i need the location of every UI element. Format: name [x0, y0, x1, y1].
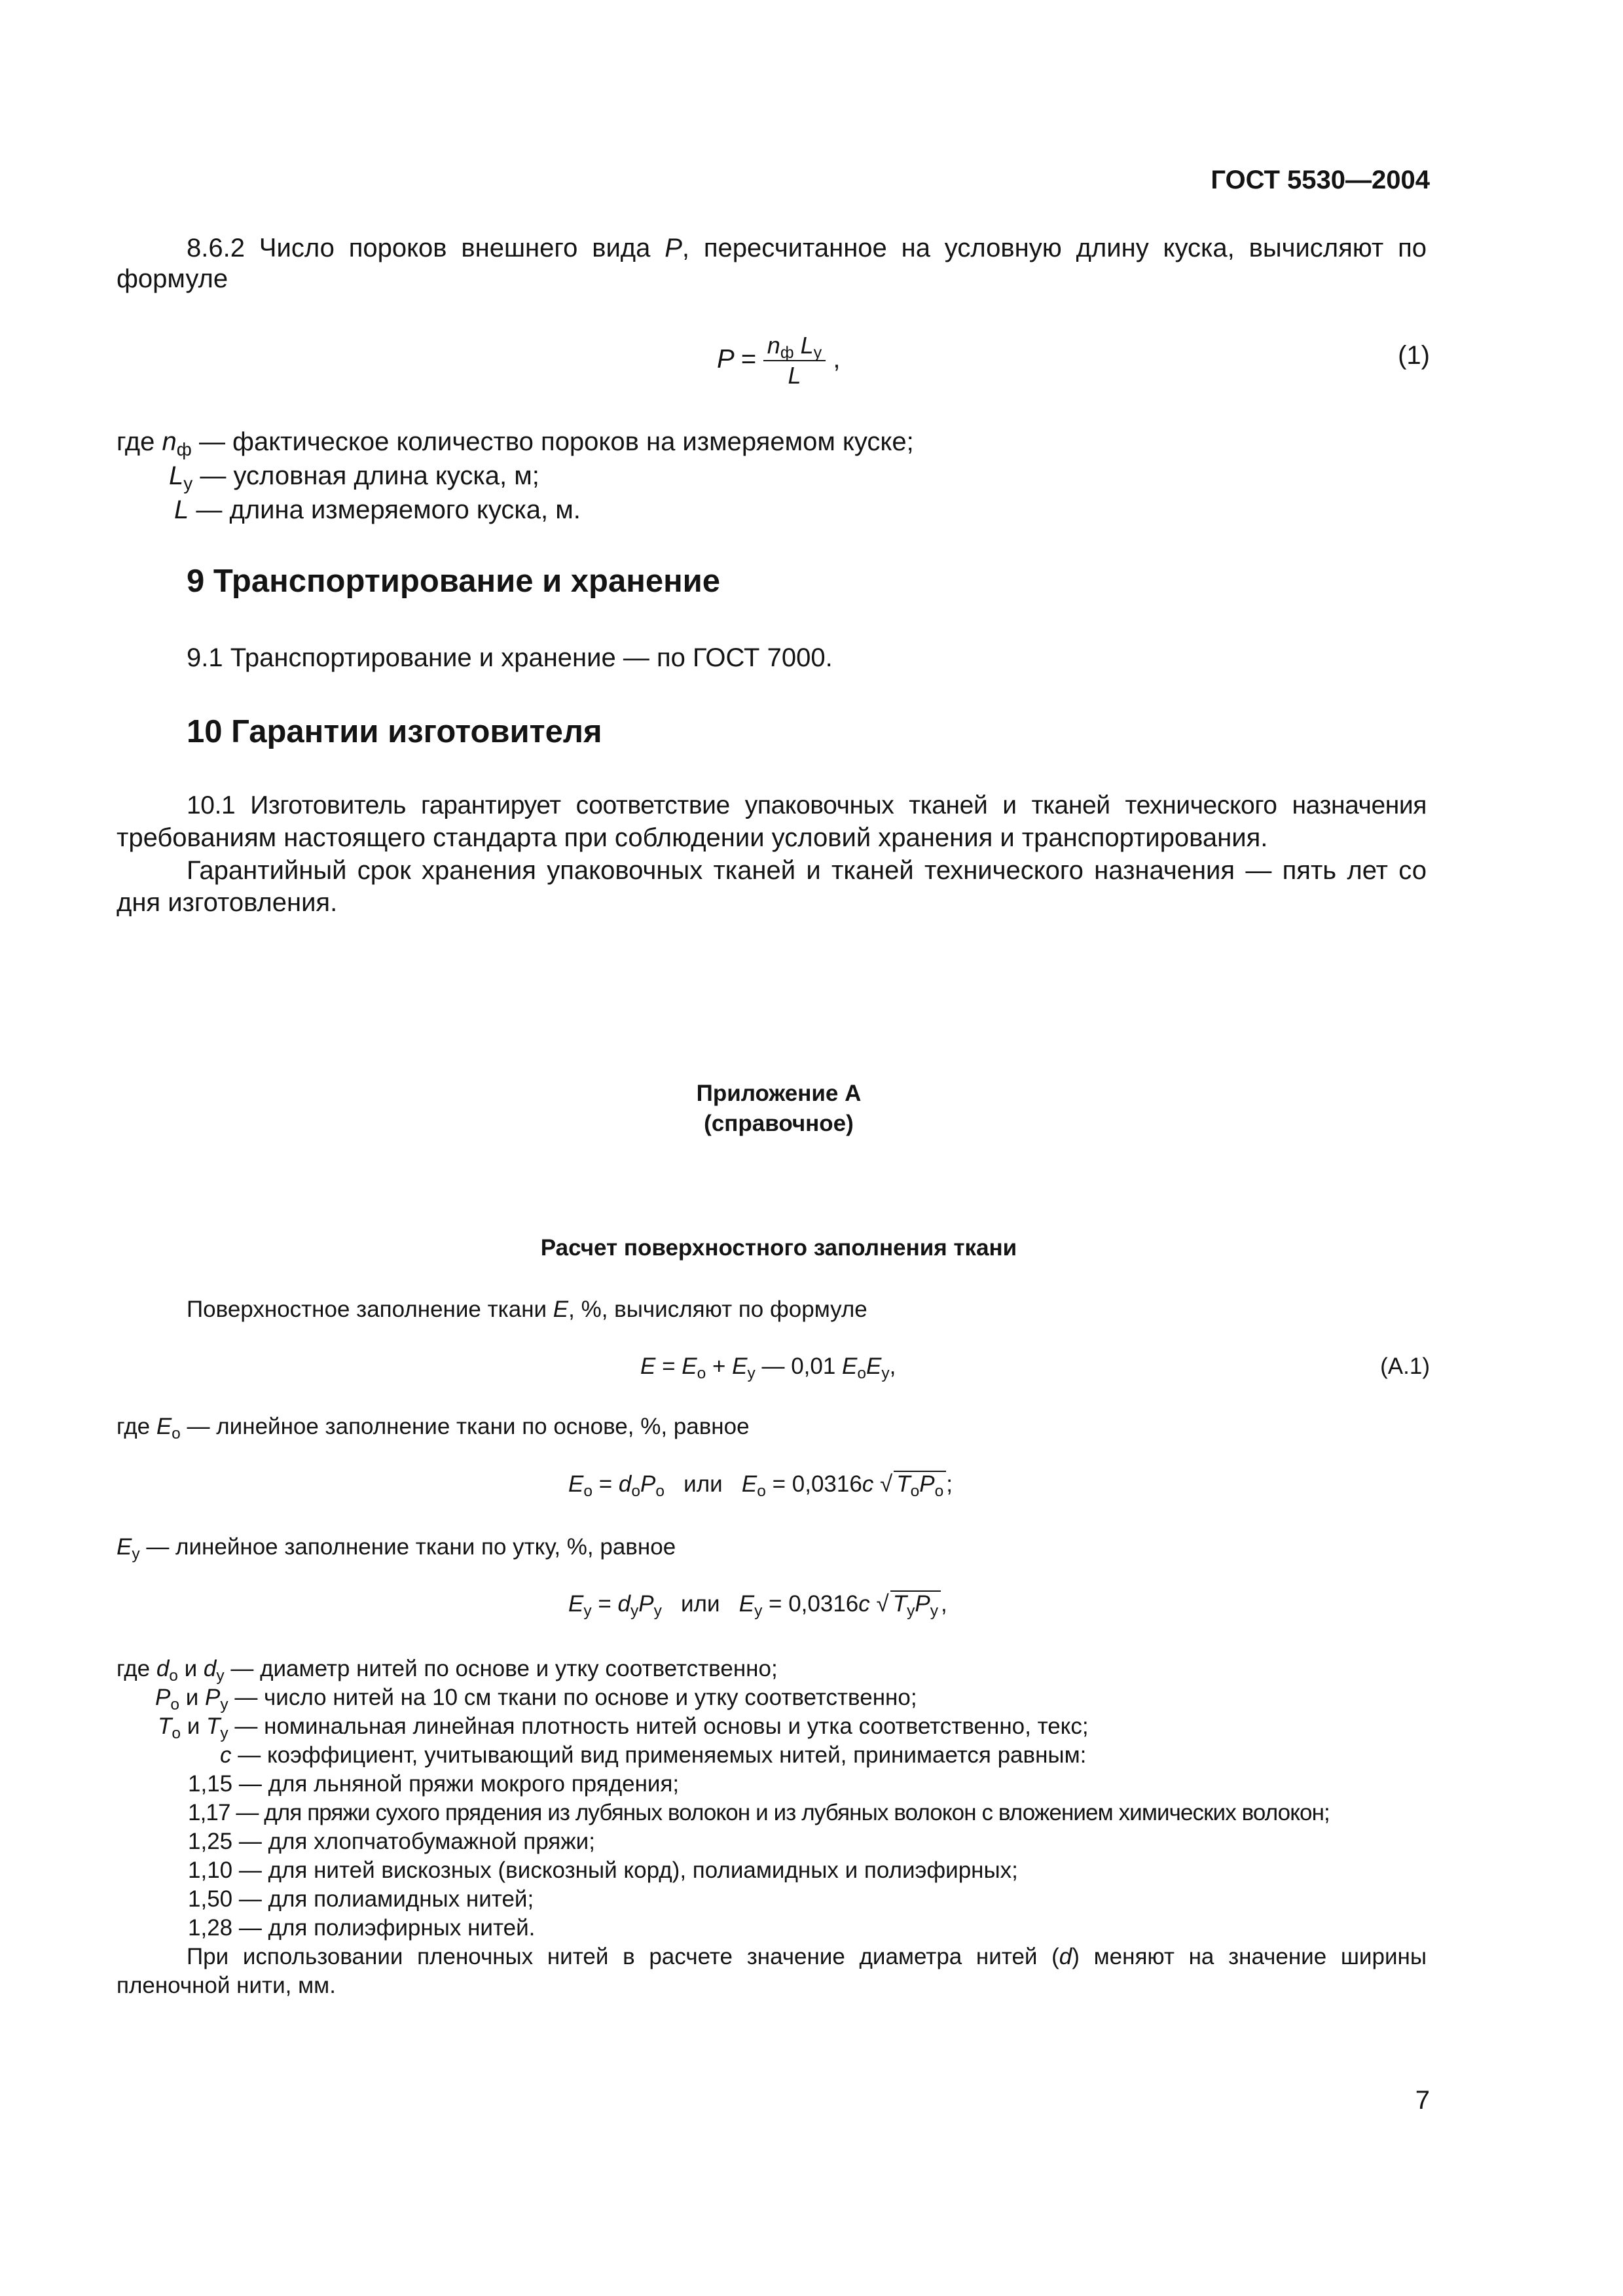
- def-d: где $d_о$ и $d_у$ — диаметр нитей по основе и утку соответственно;: [117, 1656, 778, 1685]
- def-c: c — коэффициент, учитывающий вид применяемых нитей, принимается равным:: [220, 1742, 1087, 1768]
- formula-1-fraction: $\frac{n_ф L_у}{L}$: [763, 331, 826, 390]
- where-Ly: $L_у$ — условная длина куска, м;: [169, 461, 539, 493]
- formula-Ey: $E_у = d_уP_у$ или $E_у = 0,0316c$ √ $T_уP_у$ ,: [568, 1591, 947, 1620]
- page-number: 7: [1415, 2086, 1430, 2115]
- formula-A1-number: (А.1): [1380, 1354, 1430, 1379]
- def-T: $T_о$ и $T_у$ — номинальная линейная плотность нитей основы и утка соответственно, текс;: [158, 1713, 1089, 1742]
- section-10-heading: 10 Гарантии изготовителя: [187, 714, 602, 749]
- formula-Eo: $E_о = d_оP_о$ или $E_о = 0,0316c$ √ $T_оP_о$ ;: [568, 1471, 953, 1500]
- film-note-line2: пленочной нити, мм.: [117, 1973, 336, 1998]
- formula-1: P = $\frac{n_ф L_у}{L}$ ,: [717, 332, 841, 389]
- warranty-line1: Гарантийный срок хранения упаковочных тканей и тканей технического назначения — пять лет со: [187, 856, 1427, 885]
- coef-item: 1,50 — для полиамидных нитей;: [188, 1886, 534, 1912]
- clause-9-1: 9.1 Транспортирование и хранение — по ГОСТ 7000.: [187, 643, 833, 672]
- where-L: L — длина измеряемого куска, м.: [174, 495, 581, 524]
- clause-10-1-line1: 10.1 Изготовитель гарантирует соответствие упаковочных тканей и тканей технического назначения: [187, 791, 1427, 819]
- coef-item: 1,28 — для полиэфирных нитей.: [188, 1915, 536, 1941]
- where-Ey: $E_у$ — линейное заполнение ткани по утку, %, равное: [117, 1534, 676, 1563]
- def-P: $P_о$ и $P_у$ — число нитей на 10 см ткани по основе и утку соответственно;: [155, 1685, 917, 1713]
- appendix-title: Приложение А: [696, 1081, 862, 1106]
- coef-item: 1,15 — для льняной пряжи мокрого прядения;: [188, 1771, 680, 1797]
- clause-8-6-2-line1: 8.6.2 Число пороков внешнего вида P, пересчитанное на условную длину куска, вычисляют по: [187, 234, 1427, 262]
- coef-item: 1,10 — для нитей вискозных (вискозный корд), полиамидных и полиэфирных;: [188, 1857, 1018, 1883]
- coef-item: 1,17 — для пряжи сухого прядения из лубяных волокон и из лубяных волокон с вложением химических волокон;: [188, 1800, 1330, 1825]
- document-code: ГОСТ 5530—2004: [1211, 166, 1430, 194]
- appendix-intro: Поверхностное заполнение ткани E, %, вычисляют по формуле: [187, 1297, 867, 1322]
- where-nf: где $n_ф$ — фактическое количество пороков на измеряемом куске;: [117, 427, 914, 459]
- formula-A1: $E = E_о + E_у$ — 0,01 $E_оE_у$,: [640, 1354, 896, 1382]
- section-9-heading: 9 Транспортирование и хранение: [187, 564, 721, 599]
- clause-10-1-line2: требованиям настоящего стандарта при соблюдении условий хранения и транспортирования.: [117, 823, 1268, 852]
- film-note-line1: При использовании пленочных нитей в расчете значение диаметра нитей (d) меняют на значение ширины: [187, 1944, 1427, 1969]
- formula-1-number: (1): [1398, 341, 1430, 370]
- appendix-heading: Расчет поверхностного заполнения ткани: [540, 1235, 1017, 1261]
- coef-item: 1,25 — для хлопчатобумажной пряжи;: [188, 1829, 595, 1854]
- where-Eo: где $E_о$ — линейное заполнение ткани по основе, %, равное: [117, 1414, 750, 1443]
- appendix-subtitle: (справочное): [704, 1111, 854, 1136]
- formula-1-lhs: P =: [717, 344, 756, 374]
- warranty-line2: дня изготовления.: [117, 888, 338, 917]
- clause-8-6-2-line2: формуле: [117, 264, 228, 293]
